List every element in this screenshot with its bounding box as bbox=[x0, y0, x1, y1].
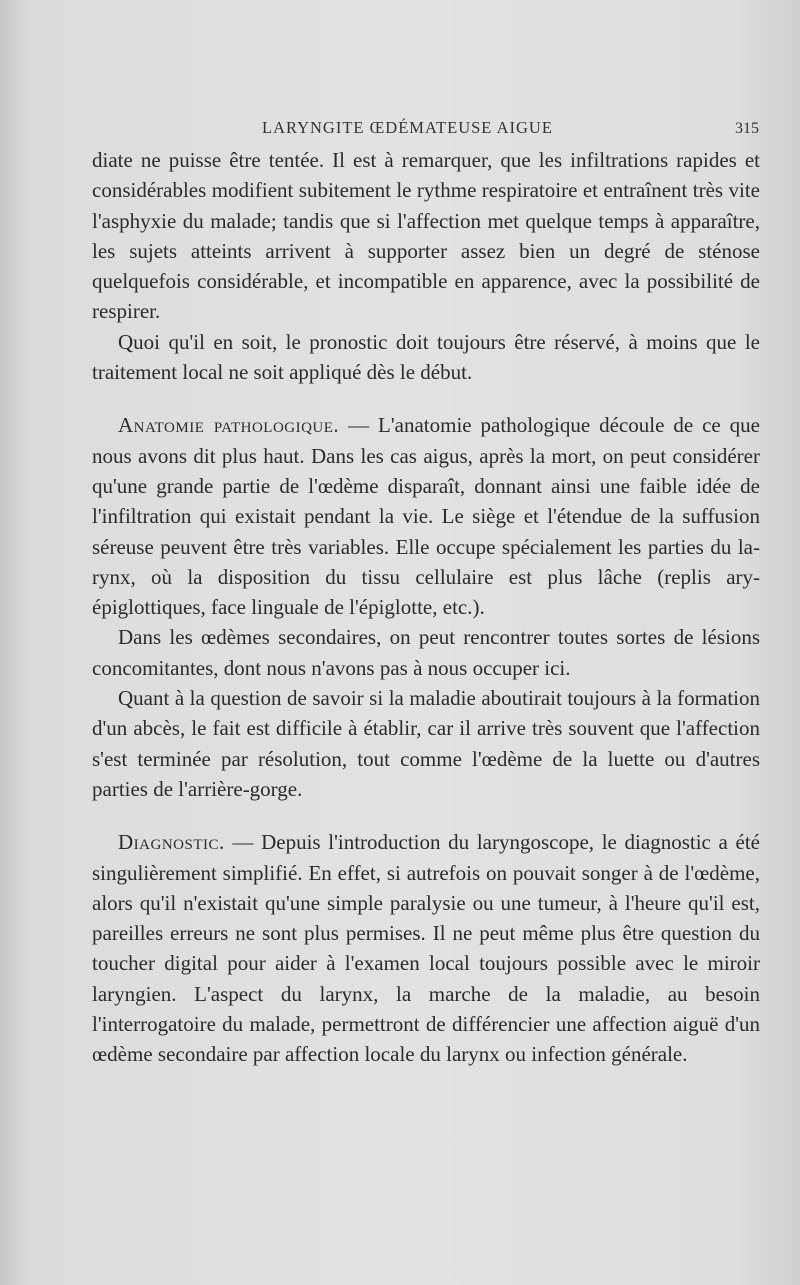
paragraph bbox=[92, 622, 760, 683]
paragraph-text: — L'anatomie pathologique découle de ce que nous avons dit plus haut. Dans les cas aigus, après la mort, on peut considérer qu'une grande partie de l'œdème disparaît, donnant ainsi une faible idée de l'infiltration qui existait pendant la vie. Le siège et l'étendue de la suffusion séreuse peuvent être très variables. Elle occupe spécialement les parties du larynx, où la disposition du tissu cellulaire est plus lâche (replis ary-épiglottiques, face linguale de l'épiglotte, etc.). bbox=[92, 413, 760, 620]
paragraph-text: Dans les œdèmes secondaires, on peut rencontrer toutes sortes de lésions concomitantes, dont nous n'avons pas à nous occuper ici. bbox=[92, 625, 760, 680]
paragraph-text: — Depuis l'introduction du laryngoscope, le diagnostic a été singulièrement simplifié. En effet, si autrefois on pouvait songer à de l'œdème, alors qu'il n'existait qu'une simple paralysie ou une tumeur, à l'heure qu'il est, pareilles erreurs ne sont plus permises. Il ne peut même plus être question du toucher digital pour aider à l'examen local toujours possible avec le miroir laryngien. L'aspect du larynx, la marche de la maladie, au besoin l'interrogatoire du malade, permettront de différencier une affection aiguë d'un œdème secondaire par affection locale du larynx ou infection générale. bbox=[92, 830, 760, 1067]
running-title: LARYNGITE ŒDÉMATEUSE AIGUE bbox=[262, 118, 553, 137]
page-body bbox=[92, 145, 760, 1070]
paragraph bbox=[92, 327, 760, 388]
paragraph-text: Quoi qu'il en soit, le pronostic doit toujours être réservé, à moins que le traitement local ne soit appliqué dès le début. bbox=[92, 329, 760, 385]
paragraph bbox=[92, 145, 760, 327]
section-diagnostic bbox=[92, 827, 760, 1069]
page-header bbox=[92, 118, 759, 142]
section-heading: Diagnostic. bbox=[118, 830, 225, 855]
paragraph bbox=[92, 683, 760, 804]
page-number: 315 bbox=[735, 120, 759, 137]
section-heading: Anatomie pathologique. bbox=[118, 413, 340, 438]
paragraph-text: Quant à la question de savoir si la maladie aboutirait toujours à la formation d'un abcès, le fait est difficile à établir, car il arrive très souvent que l'affection s'est terminée par résolution, tout comme l'œdème de la luette ou d'autres parties de l'arrière-gorge. bbox=[92, 686, 760, 801]
section-anatomie bbox=[92, 410, 760, 622]
paragraph-text: diate ne puisse être tentée. Il est à remarquer, que les infiltrations rapides et considérables modifient subitement le rythme respiratoire et entraînent très vite l'asphyxie du malade; tandis que si l'affection met quelque temps à apparaître, les sujets atteints arrivent à supporter assez bien un degré de sténose quelquefois considérable, et incompatible en apparence, avec la possibilité de respirer. bbox=[92, 148, 760, 324]
